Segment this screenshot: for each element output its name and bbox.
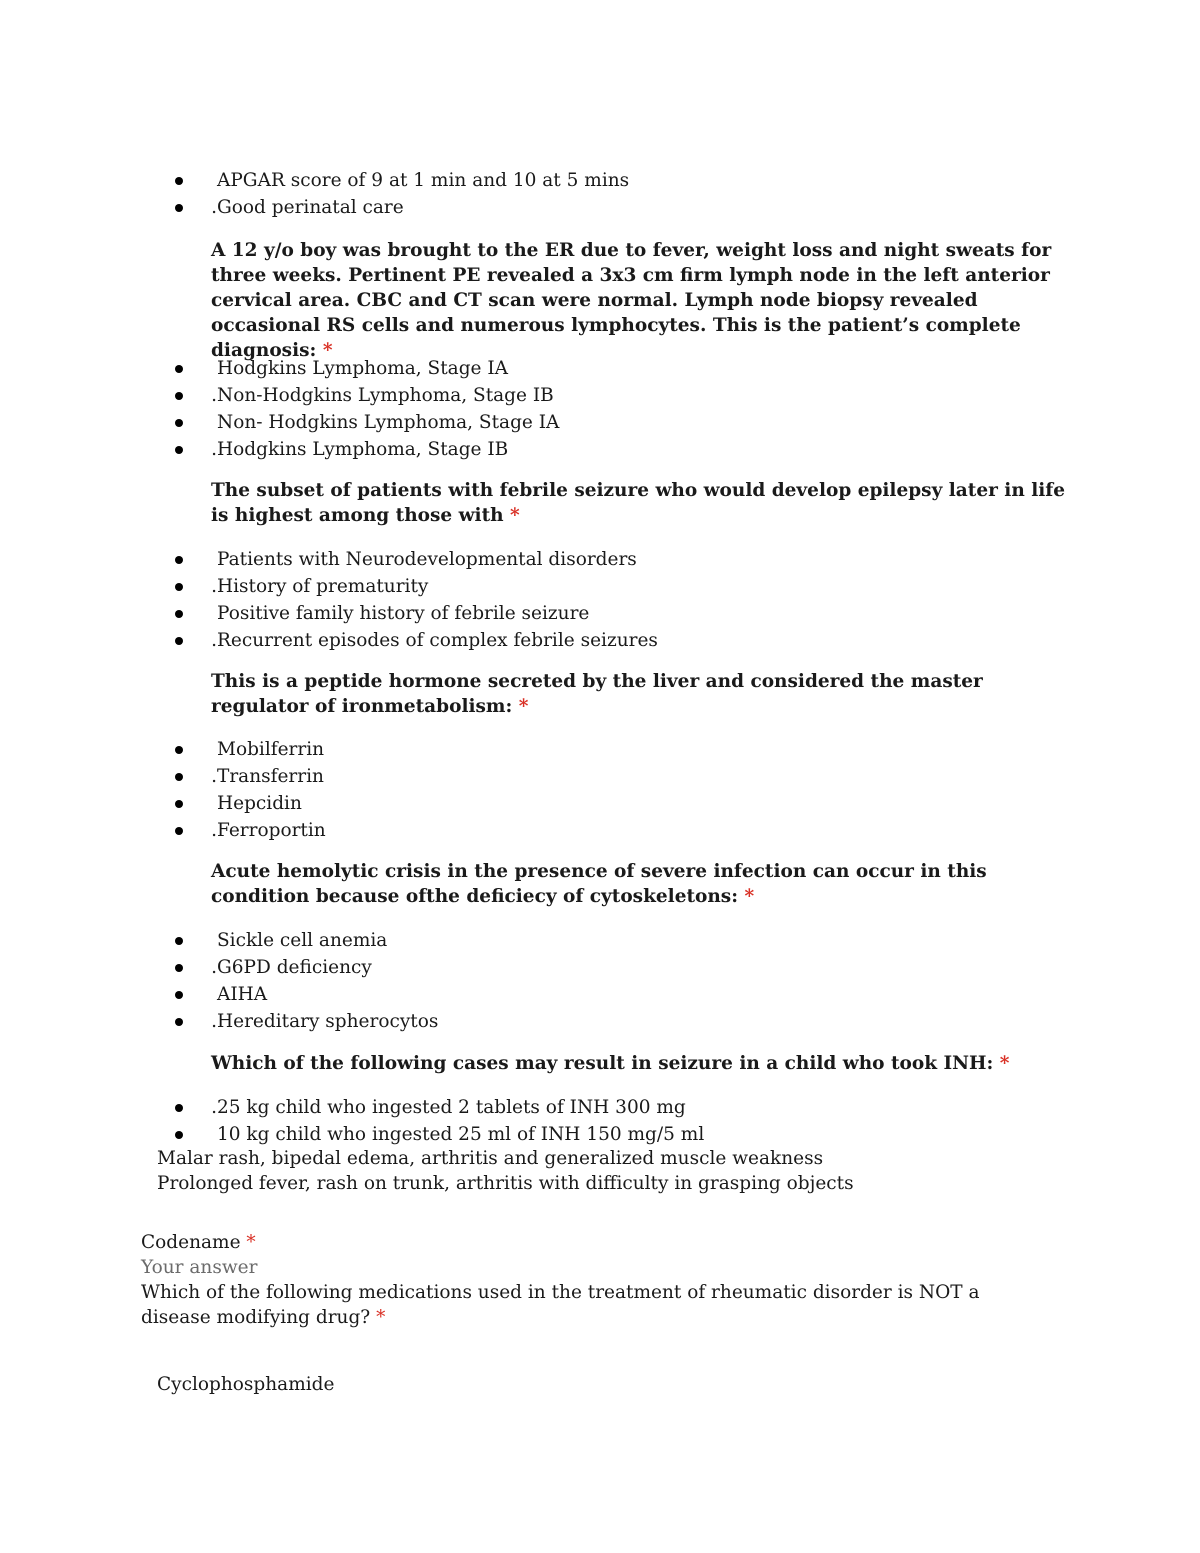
bullet-icon [175,419,183,427]
option-label: Good perinatal care [217,197,404,218]
q5-option-3[interactable]: Malar rash, bipedal edema, arthritis and generalized muscle weakness [157,1148,824,1169]
bullet-icon [175,610,183,618]
option-label: Non-Hodgkins Lymphoma, Stage IB [217,385,554,406]
option-label: G6PD deficiency [217,957,372,978]
q4-option-1[interactable] [0,927,1100,954]
option-label: History of prematurity [217,576,429,597]
option-label: Hepcidin [217,793,302,814]
required-asterisk: * [322,340,333,361]
bullet-icon [175,800,183,808]
bullet-icon [175,746,183,754]
bullet-icon [175,583,183,591]
bullet-icon [175,1104,183,1112]
question-text: Which of the following medications used in the treatment of rheumatic disorder is NOT a disease modifying drug? [141,1282,980,1328]
bullet-icon [175,964,183,972]
bullet-icon [175,827,183,835]
codename-input[interactable]: Your answer [141,1257,258,1278]
question-text: The subset of patients with febrile seizure who would develop epilepsy later in life is highest among those with [211,480,1065,526]
required-asterisk: * [999,1053,1010,1074]
question-text: Acute hemolytic crisis in the presence of severe infection can occur in this condition because ofthe deficiecy of cytoskeletons: [211,861,987,907]
option-label: Hereditary spherocytos [217,1011,439,1032]
q0-option-2[interactable]: .Good perinatal care [0,194,1100,221]
q4-option-3[interactable] [0,981,1100,1008]
q5-option-2[interactable] [0,1121,1100,1148]
q1-question [211,238,1071,363]
codename-label: Codename * [141,1232,256,1253]
q3-option-1[interactable] [0,736,1100,763]
q6-option-1[interactable]: Cyclophosphamide [157,1374,335,1395]
option-label: Mobilferrin [217,739,325,760]
q2-option-4[interactable]: .Recurrent episodes of complex febrile seizures [0,627,1100,654]
q3-option-2[interactable]: .Transferrin [0,763,1100,790]
q4-option-4[interactable]: .Hereditary spherocytos [0,1008,1100,1035]
q1-option-2[interactable]: .Non-Hodgkins Lymphoma, Stage IB [0,382,1100,409]
question-text: A 12 y/o boy was brought to the ER due to fever, weight loss and night sweats for three weeks. Pertinent PE revealed a 3x3 cm firm lymph node in the left anterior cervical area. CBC and CT scan were normal. Lymph node biopsy revealed occasional RS cells and numerous lymphocytes. This is the patient’s complete diagnosis: [211,240,1052,361]
q5-options [0,1094,1100,1148]
bullet-icon [175,773,183,781]
question-text: This is a peptide hormone secreted by the liver and considered the master regulator of ironmetabolism: [211,671,983,717]
q4-option-2[interactable]: .G6PD deficiency [0,954,1100,981]
required-asterisk: * [510,505,520,526]
option-label: Non- Hodgkins Lymphoma, Stage IA [217,412,560,433]
option-label: Patients with Neurodevelopmental disorders [217,549,637,570]
bullet-icon [175,937,183,945]
bullet-icon [175,392,183,400]
q5-option-1[interactable]: .25 kg child who ingested 2 tablets of INH 300 mg [0,1094,1100,1121]
required-asterisk: * [744,886,755,907]
q1-option-4[interactable]: .Hodgkins Lymphoma, Stage IB [0,436,1100,463]
option-label: Ferroportin [217,820,326,841]
q3-options [0,736,1100,844]
q2-options [0,546,1100,654]
option-label: 10 kg child who ingested 25 ml of INH 150 mg/5 ml [217,1124,705,1145]
required-asterisk: * [376,1307,386,1328]
q2-question [211,478,1071,528]
option-label: Sickle cell anemia [217,930,388,951]
option-label: Positive family history of febrile seizure [217,603,590,624]
option-label: Hodgkins Lymphoma, Stage IA [217,358,509,379]
bullet-icon [175,204,183,212]
bullet-icon [175,446,183,454]
q2-option-3[interactable] [0,600,1100,627]
q3-option-4[interactable]: .Ferroportin [0,817,1100,844]
bullet-icon [175,637,183,645]
bullet-icon [175,1131,183,1139]
question-text: Which of the following cases may result in seizure in a child who took INH: [211,1053,994,1074]
option-label: Transferrin [217,766,324,787]
option-label: Recurrent episodes of complex febrile seizures [217,630,658,651]
bullet-icon [175,991,183,999]
bullet-icon [175,1018,183,1026]
q4-question [211,859,1071,909]
q1-option-3[interactable] [0,409,1100,436]
bullet-icon [175,365,183,373]
bullet-icon [175,556,183,564]
q1-option-1[interactable] [0,355,1100,382]
q1-options [0,355,1100,463]
q4-options [0,927,1100,1035]
q5-option-4[interactable]: Prolonged fever, rash on trunk, arthritis with difficulty in grasping objects [157,1173,854,1194]
q3-option-3[interactable] [0,790,1100,817]
option-label: Hodgkins Lymphoma, Stage IB [217,439,509,460]
required-asterisk: * [518,696,529,717]
q5-question [211,1051,1071,1076]
q0-options [0,167,1100,221]
q2-option-2[interactable]: .History of prematurity [0,573,1100,600]
option-label: AIHA [217,984,268,1005]
q3-question [211,669,1071,719]
option-label: 25 kg child who ingested 2 tablets of INH 300 mg [217,1097,686,1118]
q6-question [141,1280,1021,1330]
bullet-icon [175,177,183,185]
q0-option-1[interactable] [0,167,1100,194]
option-label: APGAR score of 9 at 1 min and 10 at 5 mins [217,170,630,191]
q2-option-1[interactable] [0,546,1100,573]
required-asterisk: * [246,1232,256,1253]
